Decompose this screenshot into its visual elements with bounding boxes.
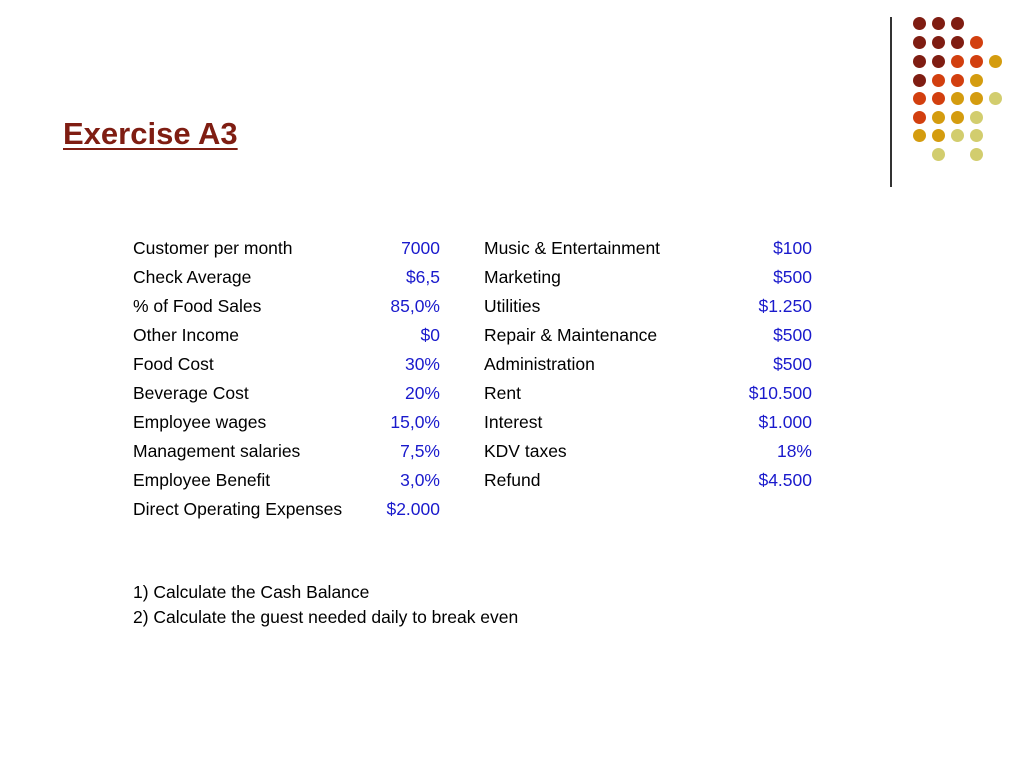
row-label: Employee wages [133,412,267,432]
table-row [484,292,812,321]
decorative-dot [913,55,926,68]
row-label: Utilities [484,296,541,316]
row-value: 30% [404,354,440,374]
decorative-dot [932,36,945,49]
row-label: Refund [484,470,541,490]
decorative-dot [951,36,964,49]
exercise-questions [133,580,518,630]
row-value: 15,0% [390,412,440,432]
row-value: $500 [773,267,812,287]
decorative-dot [913,111,926,124]
row-value: 7,5% [400,441,440,461]
decorative-dot [951,55,964,68]
row-label: Check Average [133,267,252,287]
left-parameters-table [133,234,440,524]
table-row [484,466,812,495]
table-row [133,321,440,350]
row-label: Food Cost [133,354,214,374]
decorative-dot [989,92,1002,105]
right-expenses-table [484,234,812,495]
question-item: 1) Calculate the Cash Balance [133,582,370,602]
decorative-dot [951,92,964,105]
decorative-dot [970,74,983,87]
table-row [133,350,440,379]
row-label: Marketing [484,267,561,287]
decorative-dot [970,92,983,105]
table-row [484,437,812,466]
row-label: % of Food Sales [133,296,262,316]
row-value: 7000 [401,238,440,258]
row-value: $1.250 [758,296,812,316]
decorative-dot [913,36,926,49]
decorative-dot [913,92,926,105]
row-value: 3,0% [400,470,440,490]
row-value: 18% [776,441,812,461]
table-row [484,234,812,263]
decorative-dot [989,55,1002,68]
row-value: $6,5 [405,267,440,287]
row-value: $4.500 [758,470,812,490]
row-value: $10.500 [748,383,812,403]
row-label: Administration [484,354,595,374]
row-label: Repair & Maintenance [484,325,658,345]
decorative-dot [970,55,983,68]
decorative-dot [970,36,983,49]
question-item: 2) Calculate the guest needed daily to break even [133,607,519,627]
table-row [133,466,440,495]
row-value: $0 [420,325,440,345]
table-row [133,292,440,321]
decorative-dot [932,55,945,68]
row-label: KDV taxes [484,441,567,461]
row-label: Other Income [133,325,240,345]
table-row [484,350,812,379]
row-label: Customer per month [133,238,293,258]
vertical-divider [890,17,892,187]
decorative-dot [951,17,964,30]
decorative-dot [970,129,983,142]
table-row [133,408,440,437]
row-value: $500 [773,325,812,345]
decorative-dot [913,17,926,30]
row-value: $500 [773,354,812,374]
table-row [484,263,812,292]
decorative-dot [951,129,964,142]
row-label: Interest [484,412,543,432]
decorative-dot [932,111,945,124]
table-row [484,408,812,437]
decorative-dot [951,111,964,124]
decorative-dot [932,74,945,87]
row-value: $1.000 [758,412,812,432]
row-label: Beverage Cost [133,383,249,403]
row-label: Direct Operating Expenses [133,499,343,519]
decorative-dot [970,148,983,161]
table-row [133,437,440,466]
decorative-dot-pattern [0,0,1024,200]
row-label: Rent [484,383,521,403]
table-row [133,379,440,408]
row-label: Employee Benefit [133,470,271,490]
row-value: 85,0% [390,296,440,316]
decorative-dot [913,74,926,87]
table-row [484,321,812,350]
decorative-dot [913,129,926,142]
row-value: $100 [773,238,812,258]
row-value: 20% [404,383,440,403]
row-label: Music & Entertainment [484,238,661,258]
decorative-dot [932,17,945,30]
decorative-dot [932,148,945,161]
slide-title: Exercise A3 [63,116,238,151]
decorative-dot [970,111,983,124]
table-row [133,495,440,524]
row-value: $2.000 [386,499,440,519]
decorative-dot [932,92,945,105]
row-label: Management salaries [133,441,301,461]
decorative-dot [932,129,945,142]
table-row [133,234,440,263]
table-row [133,263,440,292]
table-row [484,379,812,408]
decorative-dot [951,74,964,87]
